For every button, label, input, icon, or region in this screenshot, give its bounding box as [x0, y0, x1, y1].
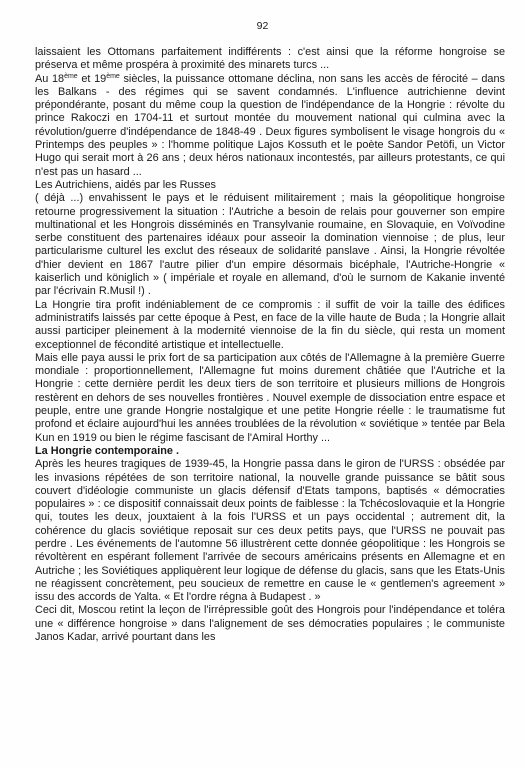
page-number: 92 — [256, 20, 269, 32]
section-heading: La Hongrie contemporaine . — [35, 444, 180, 457]
paragraph-7: Après les heures tragiques de 1939-45, la Hongrie passa dans le giron de l'URSS : obsédée par les invasions répétées de son territoire national, la nouvelle grande puissance se bâtit sous couvert d'idéologie communiste un glacis défensif d'Etats tampons, baptisés « démocraties populaires » : ce dispositif connaissait deux points de faiblesse : la Tchécoslovaquie et la Hongrie qui, toutes les deux, jouxtaient à la fois l'URSS et un pays occidental ; autrement dit, la cohérence du glacis soviétique reposait sur ces deux petits pays, que l'URSS ne pouvait pas perdre . Les événements de l'automne 56 illustrèrent cette donnée géopolitique : les Hongrois se révoltèrent en espérant follement l'arrivée de secours américains présents en Allemagne et en Autriche ; les Soviétiques appliquèrent leur logique de défense du glacis, sans que les Etats-Unis ne réagissent concrètement, peu soucieux de remettre en cause le « gentlemen's agreement » issu des accords de Yalta. « Et l'ordre régna à Budapest . » — [35, 458, 505, 604]
superscript-1: ème — [64, 72, 78, 80]
paragraph-8: Ceci dit, Moscou retint la leçon de l'irrépressible goût des Hongrois pour l'indépendance et toléra une « différence hongroise » dans l'alignement de ses démocraties populaires ; le communiste Janos Kadar, arrivé pourtant dans les — [35, 604, 505, 644]
paragraph-6: Mais elle paya aussi le prix fort de sa participation aux côtés de l'Allemagne à la première Guerre mondiale : proportionnellement, l'Allemagne fut moins durement châtiée que l'Autriche et la Hongrie : cette dernière perdit les deux tiers de son territoire et plusieurs millions de Hongrois restèrent en dehors de ses nouvelles frontières . Nouvel exemple de dissociation entre espace et peuple, entre une grande Hongrie nostalgique et une petite Hongrie réelle : le traumatisme fut profond et éclaire aujourd'hui les années troublées de la révolution « soviétique » tentée par Bela Kun en 1919 ou bien le régime fascisant de l'Amiral Horthy ... — [35, 351, 505, 444]
paragraph-2-rest: siècles, la puissance ottomane déclina, non sans les accès de férocité – dans les Balkans - des régimes qui se savent condamnés. L'influence autrichienne devint prépondérante, posant du même coup la question de l'indépendance de la Hongrie : révolte du prince Rakoczi en 1704-11 et surtout montée du mouvement national qui culmina avec la révolution/guerre d'indépendance de 1848-49 . Deux figures symbolisent le visage hongrois du « Printemps des peuples » : l'homme politique Lajos Kossuth et le poète Sandor Petöfi, un Victor Hugo qui serait mort à 26 ans ; deux héros nationaux incontestés, par ailleurs protestants, ce qui n'est pas un hasard ... — [35, 72, 505, 178]
paragraph-2 — [35, 73, 505, 179]
paragraph-4: ( déjà ...) envahissent le pays et le réduisent militairement ; mais la géopolitique hongroise retourne progressivement la situation : l'Autriche a besoin de relais pour gouverner son empire multinational et les Hongrois disséminés en Transylvanie roumaine, en Slovaquie, en Voïvodine serbe constituent des partenaires idéaux pour asseoir la domination viennoise ; de plus, leur particularisme culturel les exclut des réseaux de solidarité panslave . Ainsi, la Hongrie révoltée d'hier devient en 1867 l'autre pilier d'un empire désormais bicéphale, l'Autriche-Hongrie « kaiserlich und königlich » ( impériale et royale en allemand, d'où le surnom de Kakanie inventé par l'écrivain R.Musil !) . — [35, 192, 505, 298]
paragraph-2-start: Au 18 — [35, 72, 65, 85]
superscript-2: ème — [106, 72, 120, 80]
paragraph-2-mid: et 19 — [77, 72, 107, 85]
paragraph-5: La Hongrie tira profit indéniablement de ce compromis : il suffit de voir la taille des édifices administratifs laissés par cette époque à Pest, en face de la ville haute de Buda ; la Hongrie allait aussi participer pleinement à la modernité viennoise de la fin du siècle, qui resta un moment exceptionnel de fécondité artistique et intellectuelle. — [35, 298, 505, 351]
paragraph-1: laissaient les Ottomans parfaitement indifférents : c'est ainsi que la réforme hongroise se préserva et même prospéra à proximité des minarets turcs ... — [35, 46, 505, 72]
body-text — [35, 46, 505, 644]
paragraph-3: Les Autrichiens, aidés par les Russes — [35, 178, 216, 191]
